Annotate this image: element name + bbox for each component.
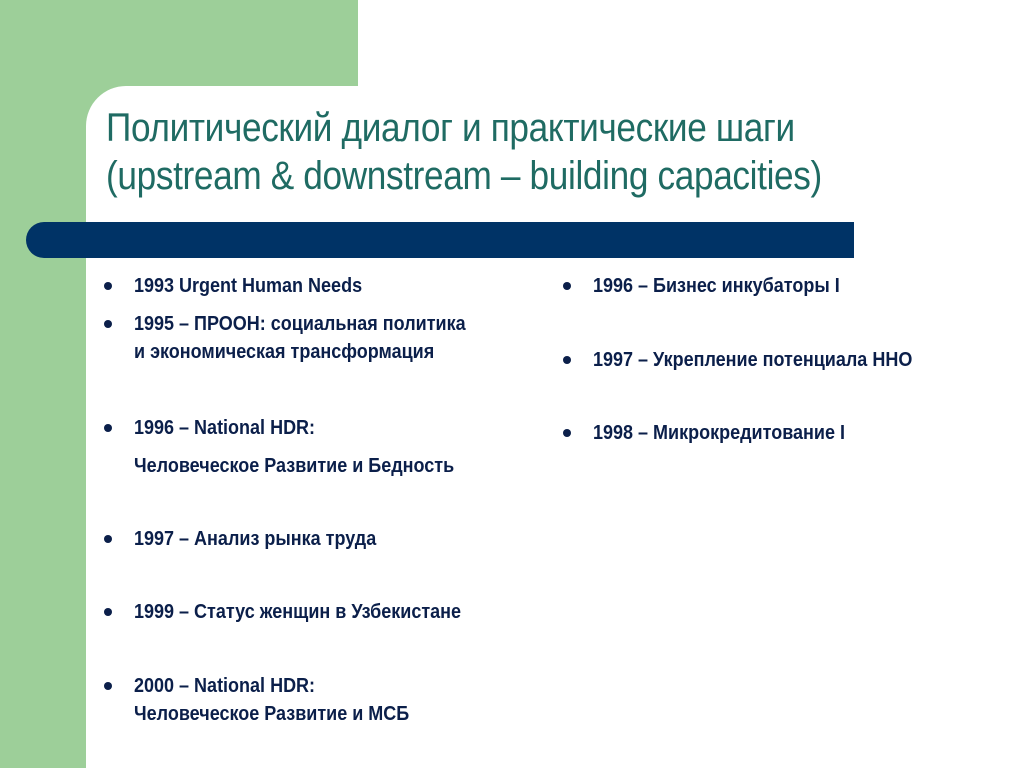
- bullet-icon: [104, 608, 112, 616]
- title-line-1: Политический диалог и практические шаги: [106, 106, 795, 150]
- list-item-line: 1993 Urgent Human Needs: [134, 275, 363, 297]
- list-item-line: и экономическая трансформация: [134, 341, 435, 363]
- list-item-text: [134, 310, 521, 366]
- slide-title: [106, 104, 898, 200]
- list-item-text: [134, 272, 521, 300]
- list-item-line: 1996 – Бизнес инкубаторы I: [593, 275, 840, 297]
- top-white-band: [358, 0, 1024, 90]
- bullet-icon: [563, 282, 571, 290]
- title-line-2: (upstream & downstream – building capacities): [106, 154, 822, 198]
- list-item-text: [134, 525, 521, 553]
- list-item-text: [593, 419, 980, 447]
- bullet-icon: [104, 282, 112, 290]
- list-item-text: [134, 598, 521, 626]
- bullet-icon: [563, 356, 571, 364]
- list-item-text: [134, 672, 521, 728]
- list-item-text: [134, 414, 521, 442]
- list-item-line: 2000 – National HDR:: [134, 675, 316, 697]
- list-item-text: [593, 346, 980, 374]
- bullet-icon: [104, 535, 112, 543]
- list-item-line: 1998 – Микрокредитование I: [593, 422, 845, 444]
- list-item-text: [593, 272, 980, 300]
- list-item-line: 1997 – Укрепление потенциала ННО: [593, 349, 913, 371]
- list-item-line: Человеческое Развитие и МСБ: [134, 703, 410, 725]
- list-item-text: [134, 452, 521, 480]
- bullet-icon: [104, 682, 112, 690]
- title-divider-bar: [26, 222, 854, 258]
- bullet-icon: [104, 424, 112, 432]
- bullet-icon: [104, 320, 112, 328]
- list-item-line: 1997 – Анализ рынка труда: [134, 528, 377, 550]
- list-item-line: 1995 – ПРООН: социальная политика: [134, 313, 466, 335]
- list-item-line: 1999 – Статус женщин в Узбекистане: [134, 601, 462, 623]
- bullet-icon: [563, 429, 571, 437]
- list-item-line: 1996 – National HDR:: [134, 417, 316, 439]
- list-item-line: Человеческое Развитие и Бедность: [134, 455, 455, 477]
